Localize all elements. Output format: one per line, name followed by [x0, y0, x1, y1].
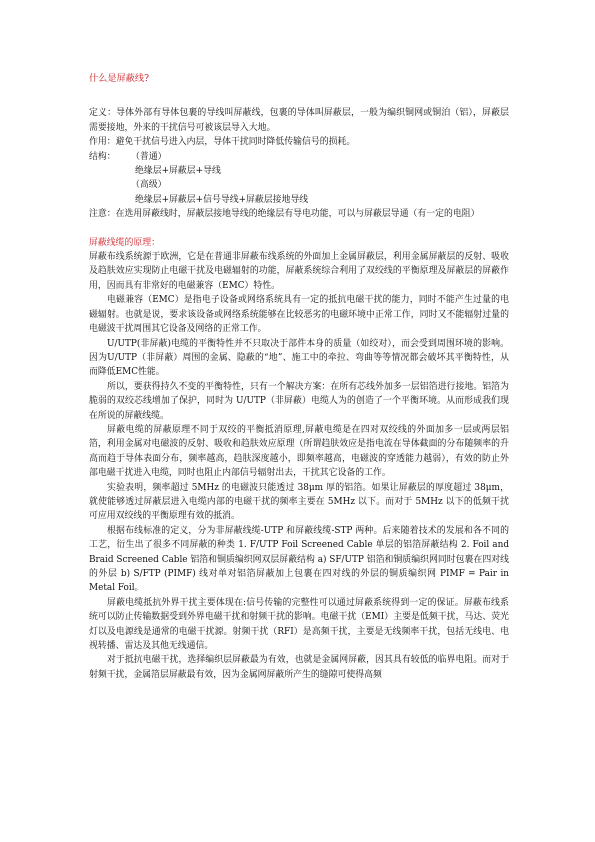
page-title: 什么是屏蔽线? — [89, 73, 150, 84]
body-paragraph: 根据布线标准的定义，分为非屏蔽线缆-UTP 和屏蔽线缆-STP 两种。后来随着技术的发展和各不同的工艺，衍生出了很多不同屏蔽的种类 1. F/UTP Foil Screened Cable 单层的铝箔屏蔽结构 2. Foil and Braid Screened Cable 铝箔和铜质编织网双层屏蔽结构 a) SF/UTP 铝箔和铜质编织网同时包裹在四对线的外层 b) S/FTP (PIMF) 线对单对铝箔屏蔽加上包裹在四对线的外层的铜质编织网 PIMF = Pair in Metal Foil。 — [89, 525, 509, 594]
structure-line: （高级） — [131, 180, 167, 191]
structure-line: 绝缘层+屏蔽层+导线 — [135, 166, 221, 177]
structure-line: 绝缘层+屏蔽层+信号导线+屏蔽层接地导线 — [135, 194, 309, 205]
body-paragraph: 电磁兼容（EMC）是指电子设备或网络系统具有一定的抵抗电磁干扰的能力，同时不能产生过量的电磁辐射。也就是说，要求该设备或网络系统能够在比较恶劣的电磁环境中正常工作，同时又不能辐射过量的电磁波干扰周围其它设备及网络的正常工作。 — [89, 295, 509, 335]
body-paragraph: 屏蔽电缆抵抗外界干扰主要体现在:信号传输的完整性可以通过屏蔽系统得到一定的保证。屏蔽布线系统可以防止传输数据受到外界电磁干扰和射频干扰的影响。电磁干扰（EMI）主要是低频干扰，马达、荧光灯以及电源线是通常的电磁干扰源。射频干扰（RFI）是高频干扰，主要是无线频率干扰，包括无线电、电视转播、雷达及其他无线通信。 — [89, 597, 509, 652]
body-paragraph: 屏蔽布线系统源于欧洲，它是在普通非屏蔽布线系统的外面加上金属屏蔽层，利用金属屏蔽层的反射、吸收及趋肤效应实现防止电磁干扰及电磁辐射的功能，屏蔽系统综合利用了双绞线的平衡原理及屏蔽层的屏蔽作用，因而具有非常好的电磁兼容（EMC）特性。 — [89, 252, 509, 291]
spacer — [89, 222, 509, 236]
document-body — [89, 72, 509, 682]
body-paragraph: 屏蔽电缆的屏蔽原理不同于双绞的平衡抵消原理,屏蔽电缆是在四对双绞线的外面加多一层或两层铝箔，利用金属对电磁波的反射、吸收和趋肤效应原理（所谓趋肤效应是指电流在导体截面的分布随频率的升高而趋于导体表面分布，频率越高，趋肤深度越小，即频率越高，电磁波的穿透能力越弱），有效的防止外部电磁干扰进入电缆，同时也阻止内部信号辐射出去，干扰其它设备的工作。 — [89, 424, 509, 479]
body-paragraph: U/UTP(非屏蔽)电缆的平衡特性并不只取决于部件本身的质量（如绞对），而会受到周围环境的影响。因为U/UTP（非屏蔽）周围的金属、隐蔽的“地”、施工中的牵拉、弯曲等等情况都会破坏其平衡特性，从而降低EMC性能。 — [89, 338, 509, 378]
structure-label: 结构： — [89, 151, 116, 162]
note-paragraph: 注意：在选用屏蔽线时，屏蔽层接地导线的绝缘层有导电功能，可以与屏蔽层导通（有一定的电阻） — [89, 209, 480, 220]
spacer — [89, 86, 509, 106]
effect-paragraph: 作用：避免干扰信号进入内层，导体干扰同时降低传输信号的损耗。 — [89, 137, 356, 148]
body-paragraph: 对于抵抗电磁干扰，选择编织层屏蔽最为有效，也就是金属网屏蔽，因其具有较低的临界电阻。而对于射频干扰，金属箔层屏蔽最有效，因为金属网屏蔽所产生的缝隙可使得高频 — [89, 655, 509, 680]
structure-row — [89, 150, 509, 164]
body-paragraph: 所以，要获得持久不变的平衡特性，只有一个解决方案：在所有芯线外加多一层铝箔进行接地。铝箔为脆弱的双绞芯线增加了保护，同时为 U/UTP（非屏蔽）电缆人为的创造了一个平衡环境。从而形成我们现在所说的屏蔽线缆。 — [89, 381, 509, 421]
body-paragraph: 实验表明，频率超过 5MHz 的电磁波只能透过 38μm 厚的铝箔。如果让屏蔽层的厚度超过 38μm，就使能够透过屏蔽层进入电缆内部的电磁干扰的频率主要在 5MHz 以下。而对于 5MHz 以下的低频干扰可应用双绞线的平衡原理有效的抵消。 — [89, 482, 509, 522]
definition-paragraph: 定义：导体外部有导体包裹的导线叫屏蔽线，包裹的导体叫屏蔽层，一般为编织铜网或铜泊（铝），屏蔽层需要接地，外来的干扰信号可被该层导入大地。 — [89, 108, 509, 133]
section-heading: 屏蔽线缆的原理： — [89, 237, 160, 248]
structure-line: （普通） — [131, 151, 167, 162]
